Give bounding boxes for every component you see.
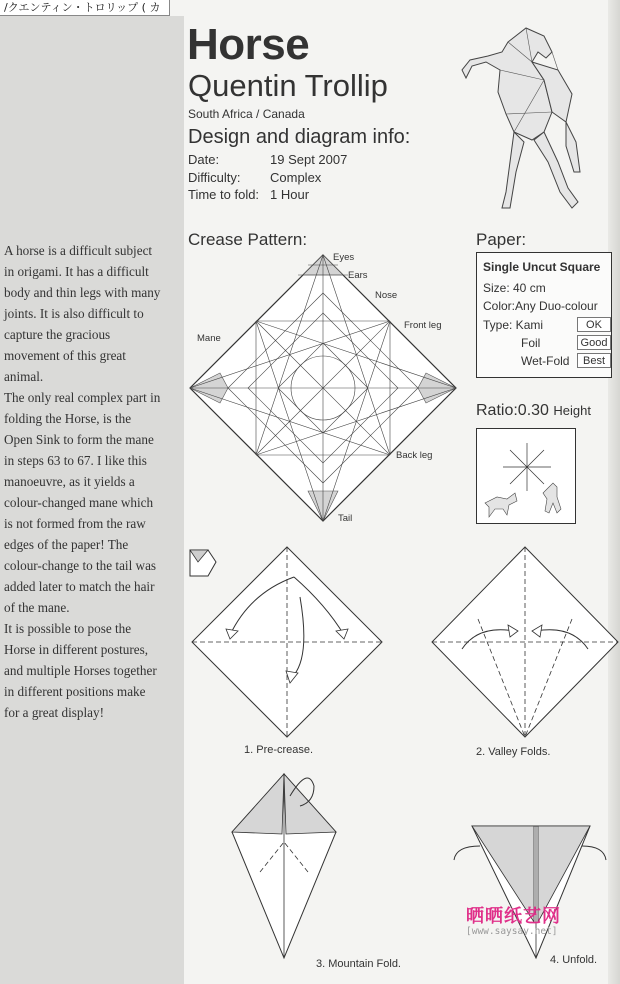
- info-row-date: [188, 152, 347, 167]
- page-title: Horse: [187, 20, 310, 69]
- info-value: Complex: [270, 170, 322, 185]
- paper-info-box: [476, 252, 612, 378]
- info-value: 1 Hour: [270, 187, 310, 202]
- paper-color: Color:Any Duo-colour: [483, 299, 598, 313]
- step-2-caption: 2. Valley Folds.: [476, 746, 551, 758]
- info-label: Difficulty:: [188, 170, 241, 185]
- crease-label-back-leg: Back leg: [396, 450, 433, 461]
- crease-label-front-leg: Front leg: [404, 320, 442, 331]
- foil-rating-badge: Good: [577, 335, 611, 350]
- watermark-url: [www.saysay.net]: [466, 926, 558, 937]
- crease-pattern-heading: Crease Pattern:: [188, 230, 308, 249]
- ratio-illustration: [476, 428, 576, 524]
- crease-pattern-diagram: [188, 253, 458, 523]
- step-4-caption: 4. Unfold.: [550, 954, 598, 966]
- info-row-time: [188, 187, 309, 202]
- step-3-caption: 3. Mountain Fold.: [316, 958, 401, 970]
- ratio-value: Ratio:0.30: [476, 402, 549, 419]
- header-tag: /クエンティン・トロリップ ( カ: [0, 0, 170, 16]
- design-info-heading: Design and diagram info:: [188, 126, 411, 148]
- crease-label-ears: Ears: [348, 270, 368, 281]
- crease-label-eyes: Eyes: [333, 252, 355, 263]
- ratio-unit: Height: [553, 403, 591, 418]
- ratio-label: [476, 402, 591, 420]
- author-name: Quentin Trollip: [188, 68, 388, 103]
- step-2-diagram: [430, 545, 620, 739]
- paper-type-wet-fold: Wet-Fold: [521, 354, 570, 368]
- step-1-diagram: [190, 545, 384, 739]
- paper-heading: Paper:: [476, 230, 527, 249]
- step-3-diagram: [230, 772, 340, 962]
- crease-label-tail: Tail: [338, 513, 353, 524]
- paper-title: Single Uncut Square: [483, 260, 601, 274]
- paper-size: Size: 40 cm: [483, 281, 546, 295]
- step-1-caption: 1. Pre-crease.: [244, 744, 314, 756]
- step-4-diagram: [450, 822, 610, 962]
- sidebar-description: A horse is a difficult subject in origami. It has a difficult body and thin legs with many joints. It is also difficult to capture the gracious movement of this great animal. The only real complex part in folding the Horse, is the Open Sink to form the mane in steps 63 to 67. I like this manoeuvre, as it yields a colour-changed mane which is not formed from the raw edges of the paper! The colour-change to the tail was added later to match the hair of the mane. It is possible to pose the Horse in different postures, and multiple Horses together in different positions make for a great display!: [4, 243, 161, 720]
- crease-label-mane: Mane: [197, 333, 221, 344]
- info-row-difficulty: [188, 170, 321, 185]
- info-value: 19 Sept 2007: [270, 152, 348, 167]
- watermark-logo: 晒晒纸艺网: [466, 906, 561, 927]
- wet-fold-rating-badge: Best: [577, 353, 611, 368]
- info-label: Date:: [188, 152, 220, 167]
- author-country: South Africa / Canada: [188, 107, 305, 121]
- horse-illustration: [448, 22, 598, 212]
- kami-rating-badge: OK: [577, 317, 611, 332]
- crease-label-nose: Nose: [375, 290, 398, 301]
- paper-type-foil: Foil: [521, 336, 541, 350]
- info-label: Time to fold:: [188, 187, 260, 202]
- paper-type-kami: Type: Kami: [483, 318, 544, 332]
